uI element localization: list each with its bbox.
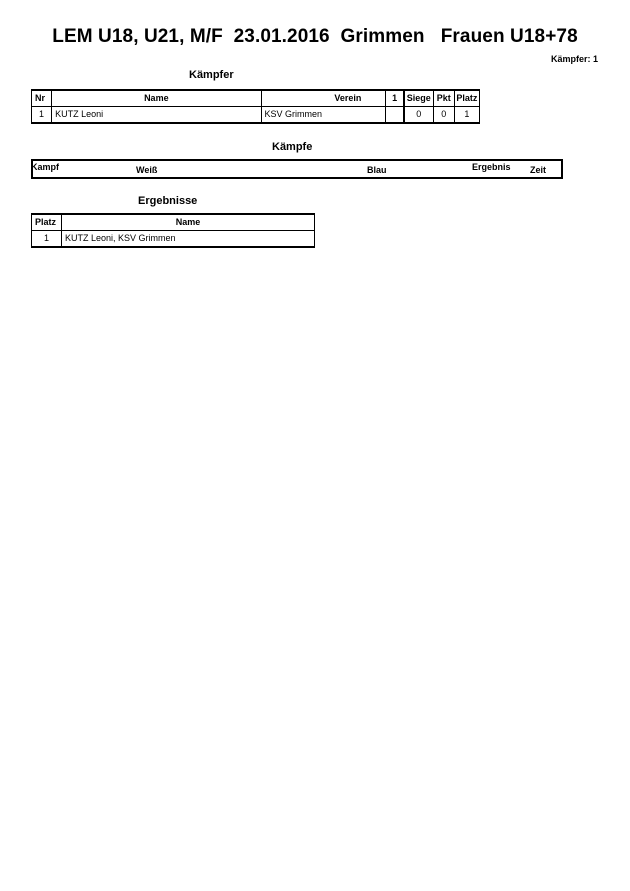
- table-row: [32, 107, 480, 124]
- fighters-section-title: Kämpfer: [189, 69, 234, 81]
- col-points: Pkt: [433, 90, 454, 107]
- fighter-club: KSV Grimmen: [261, 107, 386, 124]
- results-header-row: [32, 214, 315, 231]
- col-club: Verein: [261, 90, 386, 107]
- col-fight: Kampf: [31, 162, 60, 172]
- col-name: Name: [52, 90, 261, 107]
- col-white: Weiß: [136, 165, 158, 175]
- fighter-nr: 1: [32, 107, 52, 124]
- fighter-points: 0: [433, 107, 454, 124]
- fighter-wins: 0: [404, 107, 433, 124]
- fighters-table: [31, 89, 480, 124]
- page-title: LEM U18, U21, M/F 23.01.2016 Grimmen Frauen U18+78: [52, 26, 578, 47]
- fighter-count: Kämpfer: 1: [550, 54, 598, 64]
- result-place: 1: [32, 231, 62, 248]
- results-section-title: Ergebnisse: [138, 195, 198, 207]
- col-nr: Nr: [32, 90, 52, 107]
- col-blue: Blau: [367, 165, 387, 175]
- fighters-header-row: [32, 90, 480, 107]
- col-result-place: Platz: [32, 214, 62, 231]
- fighter-place: 1: [454, 107, 479, 124]
- fighter-round: [386, 107, 404, 124]
- result-name: KUTZ Leoni, KSV Grimmen: [61, 231, 314, 248]
- col-round: 1: [386, 90, 404, 107]
- col-result-name: Name: [61, 214, 314, 231]
- table-row: [32, 231, 315, 248]
- results-table: [31, 213, 315, 248]
- col-place: Platz: [454, 90, 479, 107]
- fights-header: [31, 159, 563, 179]
- col-wins: Siege: [404, 90, 433, 107]
- fights-section-title: Kämpfe: [272, 141, 313, 153]
- fighter-name: KUTZ Leoni: [52, 107, 261, 124]
- col-time: Zeit: [530, 165, 547, 175]
- col-result: Ergebnis: [472, 162, 511, 172]
